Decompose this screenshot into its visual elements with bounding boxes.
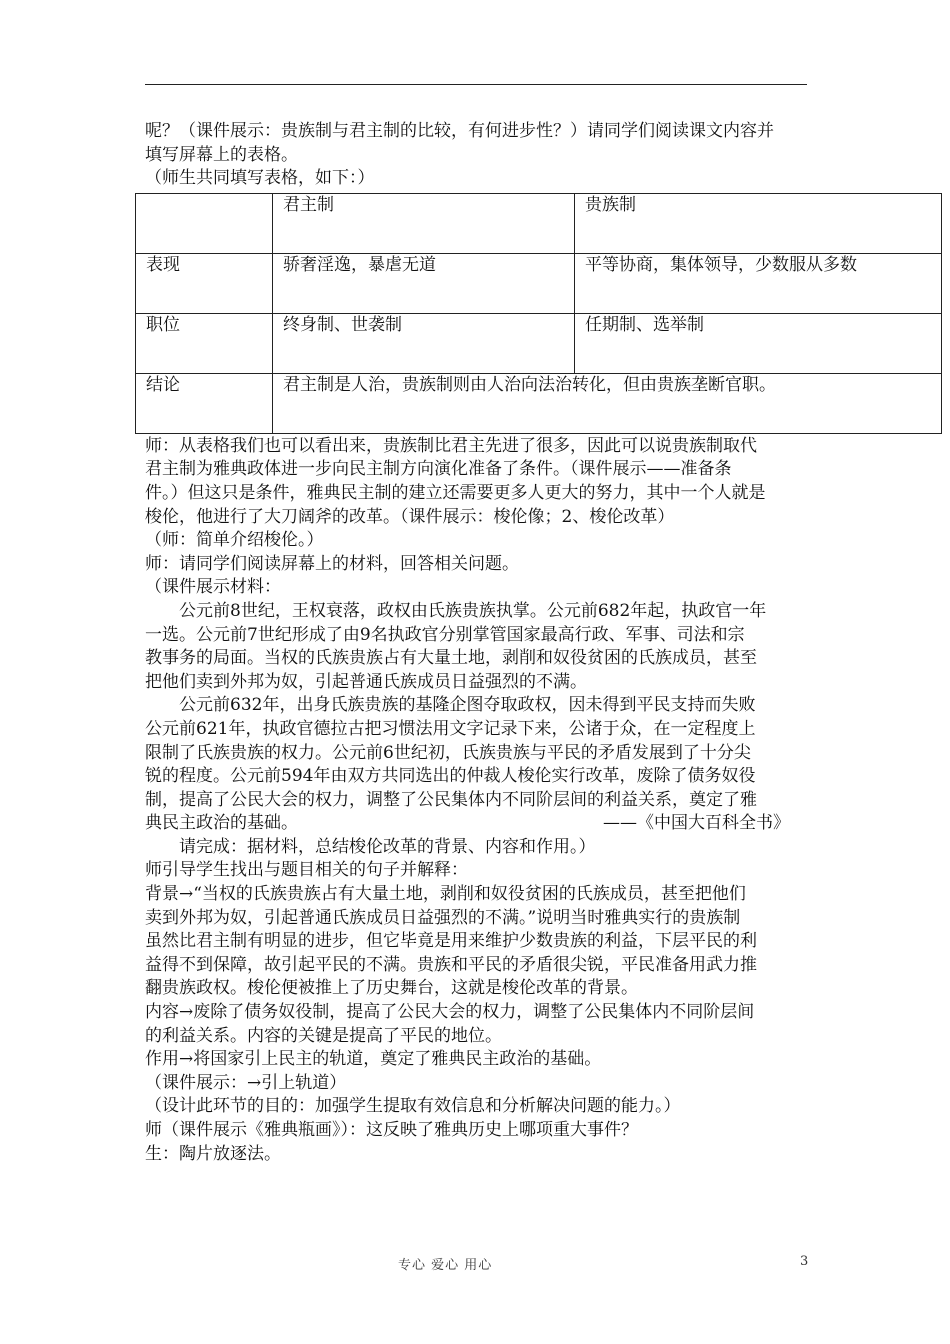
table-cell: 任期制、选举制 bbox=[575, 313, 942, 373]
text-line: 的利益关系。内容的关键是提高了平民的地位。 bbox=[145, 1025, 502, 1046]
text-line: （课件展示材料： bbox=[145, 577, 281, 598]
material-source: ——《中国大百科全书》 bbox=[603, 813, 790, 834]
comparison-table bbox=[135, 193, 942, 434]
text-line: 师：从表格我们也可以看出来，贵族制比君主先进了很多，因此可以说贵族制取代 bbox=[145, 435, 757, 456]
text-line: 翻贵族政权。梭伦便被推上了历史舞台，这就是梭伦改革的背景。 bbox=[145, 978, 638, 999]
text-line: 益得不到保障，故引起平民的不满。贵族和平民的矛盾很尖锐，平民准备用武力推 bbox=[145, 954, 757, 975]
text-line: 内容→废除了债务奴役制，提高了公民大会的权力，调整了公民集体内不同阶层间 bbox=[145, 1002, 755, 1023]
material-line: 制，提高了公民大会的权力，调整了公民集体内不同阶层间的利益关系，奠定了雅 bbox=[145, 789, 757, 810]
material-excerpt bbox=[145, 600, 835, 836]
footer-text: 专心 爱心 用心 bbox=[398, 1258, 493, 1273]
text-line: 背景→“当权的氏族贵族占有大量土地，剥削和奴役贫困的氏族成员，甚至把他们 bbox=[145, 884, 746, 905]
table-cell: 终身制、世袭制 bbox=[273, 313, 575, 373]
table-row-label: 表现 bbox=[136, 253, 273, 313]
material-line: 公元前8世纪，王权衰落，政权由氏族贵族执掌。公元前682年起，执政官一年 bbox=[179, 600, 767, 621]
text-line: 虽然比君主制有明显的进步，但它毕竟是用来维护少数贵族的利益，下层平民的利 bbox=[145, 931, 757, 952]
material-line: 把他们卖到外邦为奴，引起普通氏族成员日益强烈的不满。 bbox=[145, 671, 587, 692]
text-line: （师生共同填写表格，如下：） bbox=[145, 168, 375, 189]
material-line: 限制了氏族贵族的权力。公元前6世纪初，氏族贵族与平民的矛盾发展到了十分尖 bbox=[145, 742, 751, 763]
table-conclusion-row bbox=[136, 373, 942, 433]
table-header-cell: 君主制 bbox=[273, 193, 575, 253]
text-line: （课件展示：→引上轨道） bbox=[145, 1072, 347, 1093]
text-line: 填写屏幕上的表格。 bbox=[145, 144, 298, 165]
material-line: 锐的程度。公元前594年由双方共同选出的仲裁人梭伦实行改革，废除了债务奴役 bbox=[145, 766, 756, 787]
table-header-cell bbox=[136, 193, 273, 253]
document-body bbox=[145, 120, 857, 1166]
text-line: 作用→将国家引上民主的轨道，奠定了雅典民主政治的基础。 bbox=[145, 1049, 602, 1070]
text-line: 件。）但这只是条件，雅典民主制的建立还需要更多人更大的努力，其中一个人就是 bbox=[145, 482, 766, 503]
text-line: （师：简单介绍梭伦。） bbox=[145, 530, 324, 551]
text-line: 呢？（课件展示：贵族制与君主制的比较，有何进步性？）请同学们阅读课文内容并 bbox=[145, 121, 774, 141]
material-line: 典民主政治的基础。 bbox=[145, 813, 298, 834]
table-header-row bbox=[136, 193, 942, 253]
material-line: 公元前621年，执政官德拉古把习惯法用文字记录下来，公诸于众，在一定程度上 bbox=[145, 718, 756, 739]
text-line: 卖到外邦为奴，引起普通氏族成员日益强烈的不满。”说明当时雅典实行的贵族制 bbox=[145, 907, 741, 928]
text-line: 师：请同学们阅读屏幕上的材料，回答相关问题。 bbox=[145, 553, 519, 574]
table-row-label: 职位 bbox=[136, 313, 273, 373]
text-line: 君主制为雅典政体进一步向民主制方向演化准备了条件。（课件展示——准备条 bbox=[145, 459, 732, 480]
page-number: 3 bbox=[800, 1254, 809, 1269]
table-row bbox=[136, 253, 942, 313]
material-line: 教事务的局面。当权的氏族贵族占有大量土地，剥削和奴役贫困的氏族成员，甚至 bbox=[145, 648, 757, 669]
table-cell: 骄奢淫逸，暴虐无道 bbox=[273, 253, 575, 313]
text-line: 师（课件展示《雅典瓶画》）：这反映了雅典历史上哪项重大事件？ bbox=[145, 1120, 638, 1140]
table-header-cell: 贵族制 bbox=[575, 193, 942, 253]
text-line: 梭伦，他进行了大刀阔斧的改革。（课件展示：梭伦像；2、梭伦改革） bbox=[145, 506, 675, 527]
material-line: 一选。公元前7世纪形成了由9名执政官分别掌管国家最高行政、军事、司法和宗 bbox=[145, 624, 745, 645]
table-row bbox=[136, 313, 942, 373]
header-rule bbox=[145, 84, 807, 85]
task-line: 请完成：据材料，总结梭伦改革的背景、内容和作用。） bbox=[179, 836, 596, 857]
material-line: 公元前632年，出身氏族贵族的基隆企图夺取政权，因未得到平民支持而失败 bbox=[179, 695, 756, 716]
table-row-label: 结论 bbox=[136, 373, 273, 433]
table-cell: 平等协商，集体领导，少数服从多数 bbox=[575, 253, 942, 313]
text-line: （设计此环节的目的：加强学生提取有效信息和分析解决问题的能力。） bbox=[145, 1096, 681, 1117]
table-conclusion-cell: 君主制是人治，贵族制则由人治向法治转化，但由贵族垄断官职。 bbox=[273, 373, 942, 433]
text-line: 生：陶片放逐法。 bbox=[145, 1143, 281, 1164]
text-line: 师引导学生找出与题目相关的句子并解释： bbox=[145, 860, 468, 881]
